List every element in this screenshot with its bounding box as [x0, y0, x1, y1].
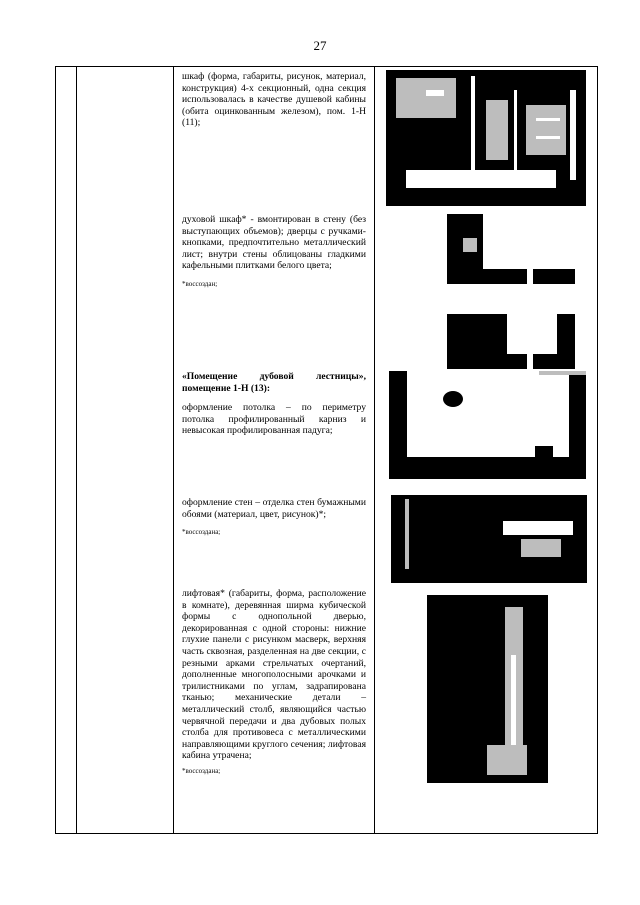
- entry-text: оформление стен – отделка стен бумажными обоями (материал, цвет, рисунок)*;: [182, 497, 366, 520]
- entry-note: *воссоздана;: [182, 766, 221, 775]
- entry-text: лифтовая* (габариты, форма, расположение в комнате), деревянная ширма кубической формы с однопольной дверью, декорированная с одной стороны: нижние глухие панели с рисунком масверк, верхняя часть сквозная, разделенная на две секции, с резными арками стрельчатых очертаний, дополненные многополосными арочками и трилистниками по углам, задрапирована тканью; механические детали – металлический столб, являющийся частью червячной передачи и два дубовых полых столба для противовеса с металлическими направляющими круглого сечения; лифтовая кабина утрачена;: [182, 588, 366, 762]
- photo-wardrobe: [386, 70, 586, 206]
- entry-walls: [182, 497, 366, 537]
- column-divider: [76, 67, 77, 833]
- entry-text: шкаф (форма, габариты, рисунок, материал, конструкция) 4-х секционный, одна секция использовалась в качестве душевой кабины (обита оцинкованным железом), пом. 1-Н (11);: [182, 71, 366, 129]
- entry-text: оформление потолка – по периметру потолка профилированный карниз и невысокая профилированная падуга;: [182, 402, 366, 437]
- object-table: [55, 66, 598, 834]
- column-divider: [173, 67, 174, 833]
- column-divider: [374, 67, 375, 833]
- photo-ceiling: [389, 371, 586, 479]
- section-heading: «Помещение дубовой лестницы», помещение 1-Н (13):: [182, 371, 366, 394]
- entry-oven: [182, 214, 366, 289]
- entry-elevator: [182, 588, 366, 776]
- entry-text: духовой шкаф* - вмонтирован в стену (без выступающих объемов); дверцы с ручками-кнопками, предпочтительно металлический лист; внутри стены облицованы гладкими кафельными плитками белого цвета;: [182, 214, 366, 272]
- page-number: 27: [313, 38, 327, 53]
- photo-oven: [447, 214, 575, 369]
- photo-walls: [391, 495, 587, 583]
- entry-note: *воссоздана;: [182, 528, 221, 537]
- photo-elevator: [427, 595, 548, 783]
- entry-wardrobe: [182, 71, 366, 129]
- entry-note: *воссоздан;: [182, 279, 218, 288]
- entry-ceiling: [182, 371, 366, 437]
